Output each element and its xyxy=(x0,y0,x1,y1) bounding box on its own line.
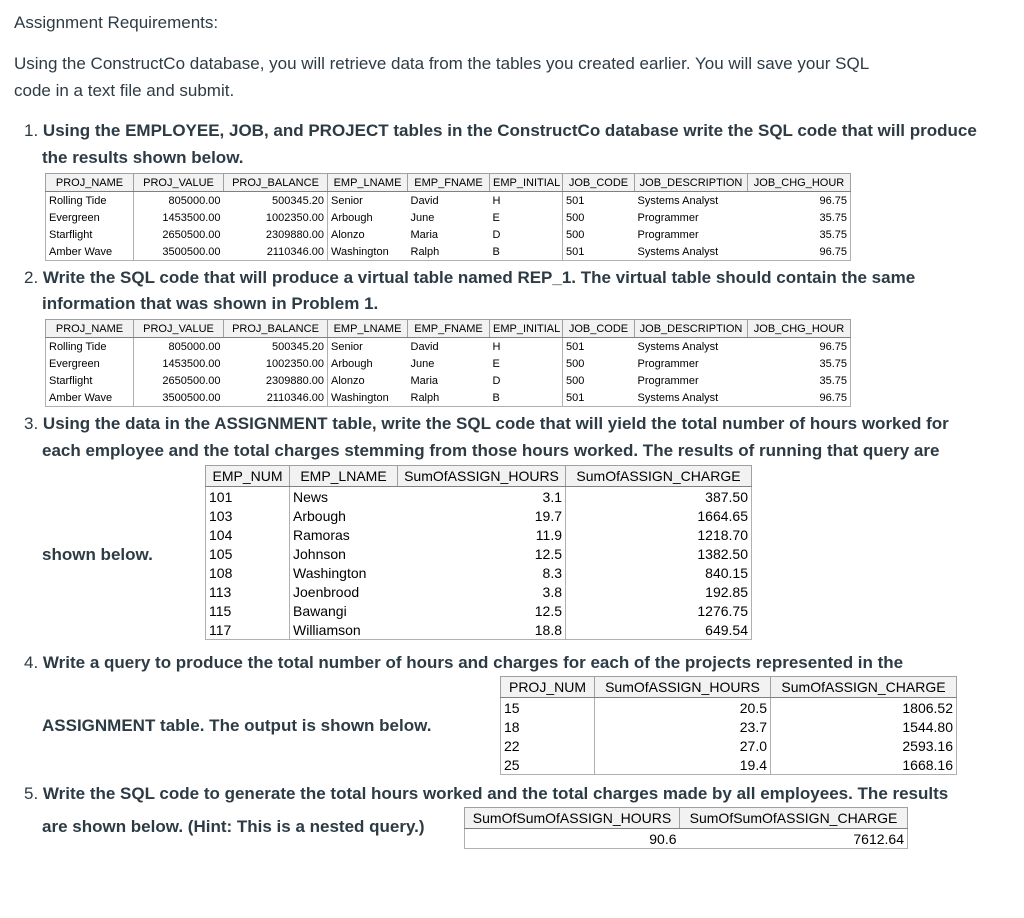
cell-emp-lname: Arbough xyxy=(331,211,373,224)
column-header-emp-lname: EMP_LNAME xyxy=(328,174,408,192)
column-header-sumofsumofassign-charge: SumOfSumOfASSIGN_CHARGE xyxy=(680,808,908,829)
column-header-job-code: JOB_CODE xyxy=(563,174,635,192)
cell-job-description: Programmer xyxy=(637,357,699,370)
table-header-row xyxy=(46,320,851,338)
cell-emp-fname: June xyxy=(410,357,435,370)
cell-proj-balance: 500345.20 xyxy=(224,338,328,356)
table-row xyxy=(46,192,851,210)
column-header-emp-fname: EMP_FNAME xyxy=(408,174,490,192)
cell-sumofassign-hours: 3.1 xyxy=(398,487,566,507)
table-row xyxy=(46,243,851,261)
question-1-text: Using the EMPLOYEE, JOB, and PROJECT tables in the ConstructCo database write the SQL code that will produce xyxy=(42,121,977,140)
column-header-sumofassign-hours: SumOfASSIGN_HOURS xyxy=(398,466,566,487)
cell-emp-initial: E xyxy=(490,355,563,372)
cell-proj-balance: 1002350.00 xyxy=(224,355,328,372)
table-row xyxy=(46,355,851,372)
column-header-emp-initial: EMP_INITIAL xyxy=(490,320,563,338)
employee-totals-table xyxy=(205,465,752,640)
cell-emp-lname: Williamson xyxy=(290,620,398,640)
cell-job-chg-hour: 96.75 xyxy=(748,389,851,407)
question-4-text: Write a query to produce the total number of hours and charges for each of the projects represented in the xyxy=(42,653,904,672)
cell-emp-num: 101 xyxy=(206,487,290,507)
cell-proj-balance: 2110346.00 xyxy=(224,389,328,407)
table-row xyxy=(206,525,752,544)
column-header-proj-name: PROJ_NAME xyxy=(46,174,134,192)
cell-emp-lname: Arbough xyxy=(293,507,346,524)
cell-sumofassign-hours: 19.7 xyxy=(398,506,566,525)
cell-emp-fname: Ralph xyxy=(408,389,490,407)
cell-emp-lname: News xyxy=(293,488,329,505)
column-header-emp-initial: EMP_INITIAL xyxy=(490,174,563,192)
cell-job-chg-hour: 35.75 xyxy=(748,209,851,226)
cell-emp-lname: Senior xyxy=(331,340,363,353)
cell-job-chg-hour: 35.75 xyxy=(748,355,851,372)
table-row xyxy=(46,389,851,407)
cell-job-description: Programmer xyxy=(637,211,699,224)
table-row xyxy=(206,601,752,620)
cell-emp-fname: Maria xyxy=(410,374,439,387)
cell-emp-fname: June xyxy=(410,211,435,224)
cell-emp-num: 117 xyxy=(206,620,290,640)
table-row xyxy=(206,544,752,563)
cell-proj-name: Evergreen xyxy=(46,209,134,226)
column-header-emp-lname: EMP_LNAME xyxy=(290,466,398,487)
question-1-line-1 xyxy=(24,117,977,144)
table-row xyxy=(206,620,752,640)
question-4-line-1 xyxy=(24,649,903,676)
column-header-job-description: JOB_DESCRIPTION xyxy=(635,320,748,338)
question-2-line-2: information that was shown in Problem 1. xyxy=(42,294,379,313)
cell-emp-initial: B xyxy=(490,243,563,261)
cell-proj-value: 3500500.00 xyxy=(134,389,224,407)
cell-proj-value: 2650500.00 xyxy=(162,374,221,387)
column-header-proj-value: PROJ_VALUE xyxy=(134,174,224,192)
cell-emp-initial: D xyxy=(490,226,563,243)
cell-job-code: 501 xyxy=(563,243,635,261)
cell-job-description: Systems Analyst xyxy=(637,194,719,207)
table-header-row xyxy=(501,677,957,698)
column-header-proj-name: PROJ_NAME xyxy=(46,320,134,338)
cell-sumofassign-hours: 19.4 xyxy=(595,755,771,775)
cell-proj-name: Rolling Tide xyxy=(46,192,134,210)
table-row xyxy=(46,209,851,226)
cell-emp-num: 104 xyxy=(206,525,290,544)
cell-job-code: 500 xyxy=(566,374,585,387)
cell-proj-balance: 2309880.00 xyxy=(224,226,328,243)
cell-job-code: 500 xyxy=(566,211,585,224)
cell-sumofassign-hours: 18.8 xyxy=(398,620,566,640)
column-header-emp-num: EMP_NUM xyxy=(206,466,290,487)
cell-job-chg-hour: 96.75 xyxy=(748,338,851,356)
cell-job-chg-hour: 96.75 xyxy=(748,243,851,261)
cell-emp-lname: Alonzo xyxy=(331,228,365,241)
cell-emp-num: 113 xyxy=(206,582,290,601)
table-row xyxy=(46,338,851,356)
column-header-job-code: JOB_CODE xyxy=(563,320,635,338)
column-header-proj-balance: PROJ_BALANCE xyxy=(224,174,328,192)
cell-proj-value: 1453500.00 xyxy=(162,357,221,370)
cell-emp-lname: Arbough xyxy=(331,357,373,370)
column-header-sumofassign-hours: SumOfASSIGN_HOURS xyxy=(595,677,771,698)
cell-sumofassign-charge: 192.85 xyxy=(566,582,752,601)
table-row xyxy=(501,717,957,736)
cell-proj-value: 3500500.00 xyxy=(134,243,224,261)
column-header-sumofassign-charge: SumOfASSIGN_CHARGE xyxy=(771,677,957,698)
question-5-text: Write the SQL code to generate the total hours worked and the total charges made by all employees. The results xyxy=(42,784,949,803)
cell-sumofassign-charge: 1276.75 xyxy=(566,601,752,620)
cell-emp-fname: Ralph xyxy=(408,243,490,261)
table-header-row xyxy=(46,174,851,192)
cell-emp-lname: Joenbrood xyxy=(293,583,360,600)
grand-totals-table xyxy=(464,807,908,849)
cell-proj-num: 25 xyxy=(501,755,595,775)
cell-job-code: 501 xyxy=(563,389,635,407)
cell-proj-balance: 2110346.00 xyxy=(224,243,328,261)
column-header-proj-num: PROJ_NUM xyxy=(501,677,595,698)
table-row xyxy=(206,506,752,525)
column-header-job-chg-hour: JOB_CHG_HOUR xyxy=(748,174,851,192)
table-row xyxy=(46,226,851,243)
cell-proj-name: Starflight xyxy=(46,372,134,389)
cell-emp-lname: Washington xyxy=(328,243,408,261)
question-4-number: 4. xyxy=(24,653,39,672)
cell-proj-name: Amber Wave xyxy=(46,389,134,407)
column-header-sumofsumofassign-hours: SumOfSumOfASSIGN_HOURS xyxy=(465,808,680,829)
question-3-line-1 xyxy=(24,410,949,437)
question-3-line-2: each employee and the total charges stemming from those hours worked. The results of running that query are xyxy=(42,441,940,460)
cell-proj-num: 18 xyxy=(501,717,595,736)
cell-job-code: 501 xyxy=(566,340,585,353)
cell-emp-lname: Alonzo xyxy=(331,374,365,387)
cell-sumofassign-charge: 840.15 xyxy=(566,563,752,582)
question-4-line-2: ASSIGNMENT table. The output is shown below. xyxy=(42,716,432,735)
cell-proj-num: 22 xyxy=(501,736,595,755)
cell-job-chg-hour: 96.75 xyxy=(748,192,851,210)
cell-emp-initial: D xyxy=(490,372,563,389)
cell-sumofassign-hours: 23.7 xyxy=(595,717,771,736)
question-5-line-1 xyxy=(24,780,948,807)
cell-emp-num: 105 xyxy=(206,544,290,563)
cell-job-description: Systems Analyst xyxy=(635,389,748,407)
question-3-text: Using the data in the ASSIGNMENT table, write the SQL code that will yield the total number of hours worked for xyxy=(42,414,949,433)
cell-proj-name: Starflight xyxy=(46,226,134,243)
table-header-row xyxy=(465,808,908,829)
cell-sumofassign-hours: 11.9 xyxy=(398,525,566,544)
cell-emp-fname: David xyxy=(410,194,439,207)
question-3-number: 3. xyxy=(24,414,39,433)
cell-emp-lname: Johnson xyxy=(293,545,346,562)
cell-proj-name: Evergreen xyxy=(46,355,134,372)
column-header-job-description: JOB_DESCRIPTION xyxy=(635,174,748,192)
cell-sumofassign-hours: 3.8 xyxy=(398,582,566,601)
cell-emp-lname: Bawangi xyxy=(293,602,347,619)
cell-proj-balance: 1002350.00 xyxy=(224,209,328,226)
cell-emp-fname: Maria xyxy=(410,228,439,241)
cell-proj-name: Rolling Tide xyxy=(46,338,134,356)
cell-emp-lname: Ramoras xyxy=(293,526,350,543)
cell-emp-initial: H xyxy=(490,338,563,356)
column-header-emp-fname: EMP_FNAME xyxy=(408,320,490,338)
cell-sumofassign-hours: 27.0 xyxy=(595,736,771,755)
cell-sumofassign-charge: 1544.80 xyxy=(771,717,957,736)
table-row xyxy=(206,563,752,582)
column-header-proj-value: PROJ_VALUE xyxy=(134,320,224,338)
project-results-table-1 xyxy=(45,173,851,261)
cell-sumofassign-charge: 1806.52 xyxy=(771,698,957,718)
question-2-text: Write the SQL code that will produce a virtual table named REP_1. The virtual table should contain the same xyxy=(42,268,916,287)
cell-proj-num: 15 xyxy=(501,698,595,718)
question-5-number: 5. xyxy=(24,784,39,803)
cell-sumofassign-charge: 1668.16 xyxy=(771,755,957,775)
cell-sumofassign-charge: 2593.16 xyxy=(771,736,957,755)
cell-job-chg-hour: 35.75 xyxy=(748,226,851,243)
table-row xyxy=(501,698,957,718)
question-1-line-2: the results shown below. xyxy=(42,148,244,167)
cell-emp-initial: E xyxy=(490,209,563,226)
cell-proj-balance: 2309880.00 xyxy=(224,372,328,389)
project-totals-table xyxy=(500,676,957,775)
cell-emp-fname: David xyxy=(410,340,439,353)
page-heading: Assignment Requirements: xyxy=(14,13,219,32)
table-row xyxy=(501,736,957,755)
cell-sumofassign-hours: 20.5 xyxy=(595,698,771,718)
table-row xyxy=(206,487,752,507)
table-row xyxy=(206,582,752,601)
cell-sumofassign-hours: 8.3 xyxy=(398,563,566,582)
question-1-number: 1. xyxy=(24,121,39,140)
cell-emp-lname: Washington xyxy=(328,389,408,407)
cell-proj-value: 1453500.00 xyxy=(162,211,221,224)
cell-proj-value: 805000.00 xyxy=(168,194,221,207)
cell-job-description: Systems Analyst xyxy=(635,243,748,261)
cell-sumofassign-hours: 12.5 xyxy=(398,601,566,620)
cell-job-code: 500 xyxy=(566,357,585,370)
column-header-sumofassign-charge: SumOfASSIGN_CHARGE xyxy=(566,466,752,487)
project-results-table-2 xyxy=(45,319,851,407)
cell-sumofsumofassign-hours: 90.6 xyxy=(465,829,680,849)
cell-sumofassign-charge: 1382.50 xyxy=(566,544,752,563)
question-5-line-2: are shown below. (Hint: This is a nested query.) xyxy=(42,817,425,836)
cell-emp-num: 103 xyxy=(206,506,290,525)
cell-job-code: 500 xyxy=(566,228,585,241)
cell-emp-initial: B xyxy=(490,389,563,407)
question-3-line-3: shown below. xyxy=(42,545,153,564)
cell-proj-value: 805000.00 xyxy=(168,340,221,353)
cell-job-description: Programmer xyxy=(637,374,699,387)
cell-emp-num: 108 xyxy=(206,563,290,582)
cell-sumofassign-charge: 1664.65 xyxy=(566,506,752,525)
cell-sumofassign-hours: 12.5 xyxy=(398,544,566,563)
intro-line-2: code in a text file and submit. xyxy=(14,81,235,100)
cell-sumofsumofassign-charge: 7612.64 xyxy=(680,829,908,849)
cell-job-code: 501 xyxy=(566,194,585,207)
table-header-row xyxy=(206,466,752,487)
cell-emp-lname: Senior xyxy=(331,194,363,207)
cell-job-chg-hour: 35.75 xyxy=(748,372,851,389)
table-row xyxy=(465,829,908,849)
cell-proj-balance: 500345.20 xyxy=(224,192,328,210)
question-2-number: 2. xyxy=(24,268,39,287)
question-2-line-1 xyxy=(24,264,915,291)
cell-emp-lname: Washington xyxy=(293,564,367,581)
cell-emp-initial: H xyxy=(490,192,563,210)
cell-proj-name: Amber Wave xyxy=(46,243,134,261)
intro-line-1: Using the ConstructCo database, you will retrieve data from the tables you created earlier. You will save your SQL xyxy=(14,54,870,73)
cell-sumofassign-charge: 387.50 xyxy=(566,487,752,507)
cell-proj-value: 2650500.00 xyxy=(162,228,221,241)
column-header-proj-balance: PROJ_BALANCE xyxy=(224,320,328,338)
cell-emp-num: 115 xyxy=(206,601,290,620)
cell-sumofassign-charge: 649.54 xyxy=(566,620,752,640)
cell-job-description: Systems Analyst xyxy=(637,340,719,353)
table-row xyxy=(46,372,851,389)
cell-sumofassign-charge: 1218.70 xyxy=(566,525,752,544)
cell-job-description: Programmer xyxy=(637,228,699,241)
column-header-job-chg-hour: JOB_CHG_HOUR xyxy=(748,320,851,338)
table-row xyxy=(501,755,957,775)
column-header-emp-lname: EMP_LNAME xyxy=(328,320,408,338)
